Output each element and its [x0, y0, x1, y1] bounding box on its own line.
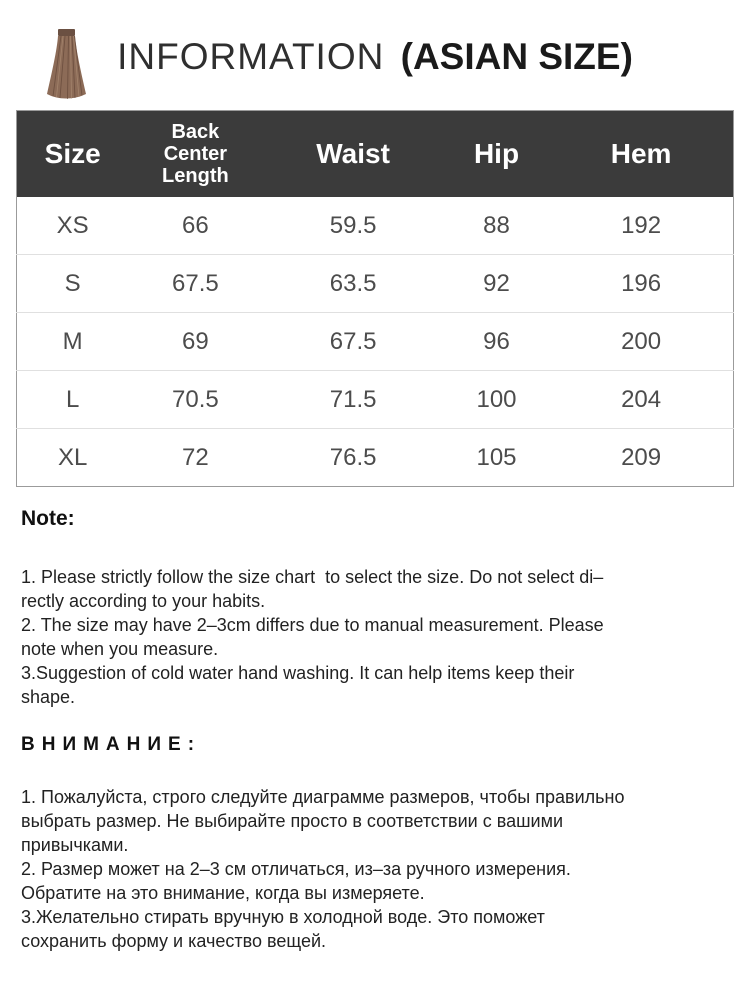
column-header-waist: Waist	[262, 111, 443, 198]
note-line: 1. Please strictly follow the size chart to select the size. Do not select di–	[21, 567, 604, 587]
table-row-xs	[17, 197, 734, 255]
cell-size: M	[17, 313, 129, 371]
size-table	[16, 110, 734, 487]
column-header-back-center-length: Back Center Length	[128, 111, 262, 198]
column-header-hem: Hem	[549, 111, 733, 198]
cell-waist: 59.5	[329, 211, 377, 239]
cell-hip: 88	[483, 211, 510, 239]
note-heading: Note:	[21, 507, 75, 530]
cell-back-center-length: 69	[128, 313, 262, 371]
cell-hip: 96	[444, 313, 549, 371]
page-title-bold: (ASIAN SIZE)	[400, 36, 633, 77]
attention-line: привычками.	[21, 835, 129, 855]
table-row-s	[17, 255, 734, 313]
cell-hem: 196	[549, 255, 733, 313]
attention-heading: ВНИМАНИЕ:	[21, 734, 202, 755]
attention-line: 1. Пожалуйста, строго следуйте диаграмме размеров, чтобы правильно	[21, 787, 625, 807]
cell-waist: 63.5	[262, 255, 443, 313]
table-row-xl	[17, 429, 734, 487]
attention-line: Обратите на это внимание, когда вы измеряете.	[21, 883, 425, 903]
cell-hem: 200	[549, 313, 733, 371]
cell-size: XS	[56, 211, 89, 239]
cell-back-center-length: 66	[182, 211, 209, 239]
note-paragraph	[21, 565, 604, 709]
column-header-size: Size	[17, 111, 129, 198]
cell-back-center-length: 67.5	[128, 255, 262, 313]
table-row-l	[17, 371, 734, 429]
page-title-regular: INFORMATION	[117, 36, 385, 77]
cell-hip: 105	[444, 429, 549, 487]
cell-back-center-length: 72	[128, 429, 262, 487]
size-table-header-row	[17, 111, 734, 198]
cell-size: L	[17, 371, 129, 429]
cell-hem: 204	[549, 371, 733, 429]
note-line: 2. The size may have 2–3cm differs due to manual measurement. Please	[21, 615, 604, 635]
cell-waist: 67.5	[262, 313, 443, 371]
note-line: note when you measure.	[21, 639, 219, 659]
note-line: rectly according to your habits.	[21, 591, 266, 611]
cell-size: XL	[17, 429, 129, 487]
table-row-m	[17, 313, 734, 371]
note-line: shape.	[21, 687, 76, 707]
page-title	[0, 36, 750, 78]
cell-hem: 209	[549, 429, 733, 487]
cell-hem: 192	[621, 211, 662, 239]
attention-line: сохранить форму и качество вещей.	[21, 931, 327, 951]
cell-waist: 76.5	[262, 429, 443, 487]
attention-paragraph	[21, 785, 624, 953]
cell-waist: 71.5	[262, 371, 443, 429]
note-line: 3.Suggestion of cold water hand washing. It can help items keep their	[21, 663, 575, 683]
column-header-hip: Hip	[444, 111, 549, 198]
cell-size: S	[17, 255, 129, 313]
cell-back-center-length: 70.5	[128, 371, 262, 429]
attention-line: 2. Размер может на 2–3 см отличаться, из–за ручного измерения.	[21, 859, 571, 879]
attention-line: 3.Желательно стирать вручную в холодной воде. Это поможет	[21, 907, 545, 927]
cell-hip: 92	[444, 255, 549, 313]
cell-hip: 100	[444, 371, 549, 429]
attention-line: выбрать размер. Не выбирайте просто в соответствии с вашими	[21, 811, 564, 831]
skirt-waistband	[58, 29, 75, 36]
